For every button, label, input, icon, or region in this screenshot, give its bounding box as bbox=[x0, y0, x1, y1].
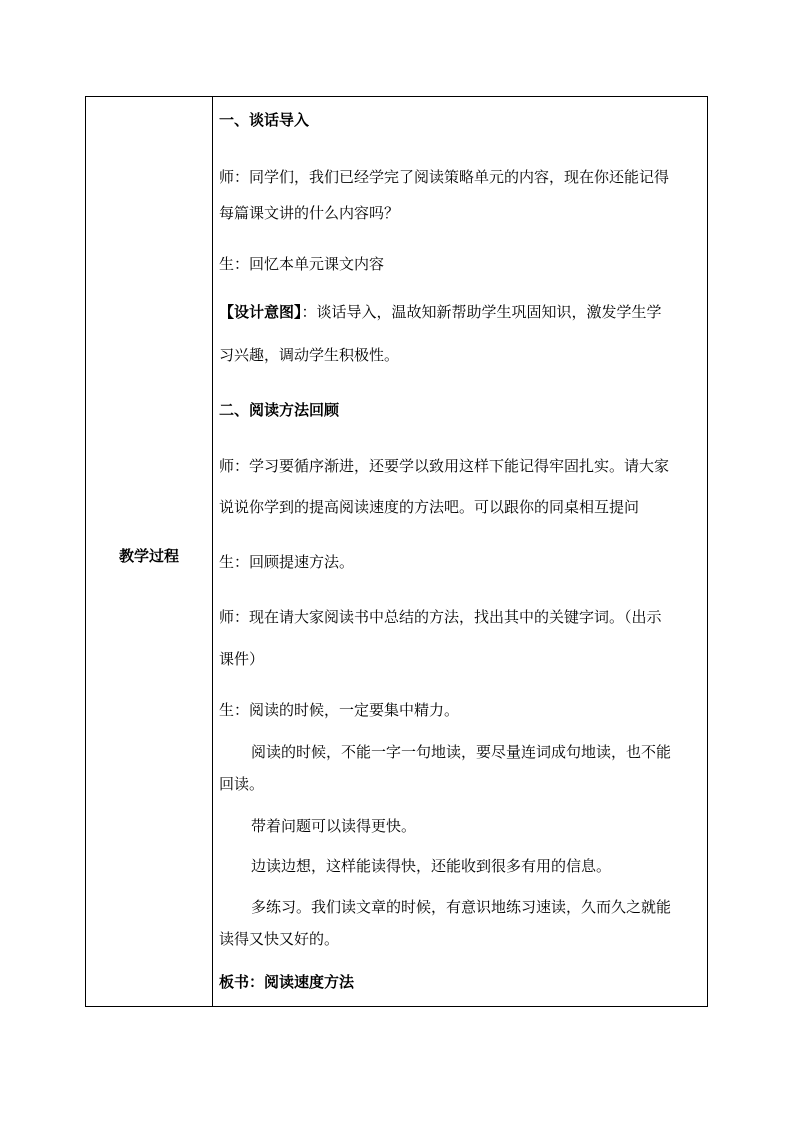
row-label-cell bbox=[86, 97, 212, 1006]
paragraph-line: 课件） bbox=[219, 650, 265, 668]
section-heading-1: 一、谈话导入 bbox=[219, 111, 310, 129]
paragraph-line: 师：学习要循序渐进，还要学以致用这样下能记得牢固扎实。请大家 bbox=[219, 457, 670, 475]
paragraph-line: 带着问题可以读得更快。 bbox=[251, 817, 417, 835]
paragraph-line: 生：回顾提速方法。 bbox=[219, 553, 355, 571]
section-heading-2: 二、阅读方法回顾 bbox=[219, 401, 340, 419]
paragraph-line: 每篇课文讲的什么内容吗？ bbox=[219, 204, 400, 222]
paragraph-line: 生：阅读的时候，一定要集中精力。 bbox=[219, 701, 460, 719]
paragraph-line: 师：现在请大家阅读书中总结的方法，找出其中的关键字词。（出示 bbox=[219, 608, 662, 626]
paragraph-line: 回读。 bbox=[219, 775, 265, 793]
paragraph-line: 生：回忆本单元课文内容 bbox=[219, 255, 385, 273]
paragraph-line: 阅读的时候，不能一字一句地读，要尽量连词成句地读，也不能 bbox=[251, 743, 672, 761]
row-label: 教学过程 bbox=[118, 547, 179, 565]
paragraph-line: 读得又快又好的。 bbox=[219, 930, 340, 948]
design-intent-line bbox=[219, 296, 705, 328]
design-intent-label: 【设计意图】 bbox=[219, 303, 302, 321]
paragraph-line: 边读边想，这样能读得快，还能收到很多有用的信息。 bbox=[251, 857, 612, 875]
paragraph-line: 习兴趣，调动学生积极性。 bbox=[219, 346, 400, 364]
paragraph-line: 多练习。我们读文章的时候，有意识地练习速读，久而久之就能 bbox=[251, 898, 672, 916]
paragraph-line: 说说你学到的提高阅读速度的方法吧。可以跟你的同桌相互提问 bbox=[219, 498, 640, 516]
column-divider bbox=[212, 97, 213, 1006]
paragraph-line: 师：同学们，我们已经学完了阅读策略单元的内容，现在你还能记得 bbox=[219, 168, 670, 186]
design-intent-text: ：谈话导入，温故知新帮助学生巩固知识，激发学生学 bbox=[301, 303, 662, 321]
board-note: 板书：阅读速度方法 bbox=[219, 973, 355, 991]
